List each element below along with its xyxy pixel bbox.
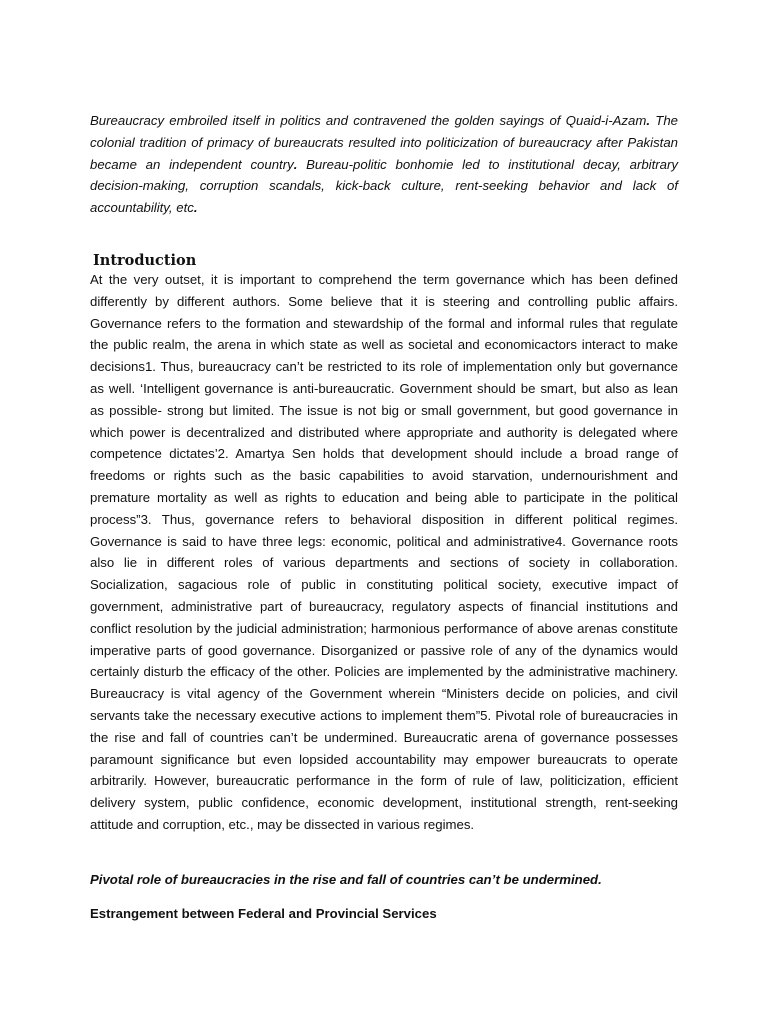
abstract-sentence-3: Bureau-politic bonhomie led to institutional decay, arbitrary decision-making, corruption scandals, kick-back culture, rent-seeking behavior and lack of accountability, etc bbox=[90, 156, 678, 216]
section-heading: Estrangement between Federal and Provincial Services bbox=[90, 906, 437, 921]
pull-quote: Pivotal role of bureaucracies in the rise and fall of countries can’t be undermined. bbox=[90, 872, 602, 887]
abstract-sentence-1: Bureaucracy embroiled itself in politics and contravened the golden sayings of Quaid-i-Azam bbox=[90, 113, 647, 128]
abstract-paragraph: Bureaucracy embroiled itself in politics and contravened the golden sayings of Quaid-i-Azam. The colonial tradition of primacy of bureaucrats resulted into politicization of bureaucracy after Pakistan became an independent country. Bureau-politic bonhomie led to institutional decay, arbitrary decision-making, corruption scandals, kick-back culture, rent-seeking behavior and lack of accountability, etc. bbox=[90, 113, 678, 216]
introduction-paragraph: At the very outset, it is important to comprehend the term governance which has been defined differently by different authors. Some believe that it is steering and controlling public affairs. Governance refers to the formation and stewardship of the formal and informal rules that regulate the public realm, the arena in which state as well as societal and economicactors interact to make decisions1. Thus, bureaucracy can’t be restricted to its role of implementation only but governance as well. ‘Intelligent governance is anti-bureaucratic. Government should be smart, but also as lean as possible- strong but limited. The issue is not big or small government, but good governance in which power is decentralized and distributed where appropriate and authority is delegated where competence dictates’2. Amartya Sen holds that development should include a broad range of freedoms or rights such as the basic capabilities to avoid starvation, undernourishment and premature mortality as well as rights to education and being able to participate in the political process”3. Thus, governance refers to behavioral disposition in different political regimes. Governance is said to have three legs: economic, political and administrative4. Governance roots also lie in different roles of various departments and sections of society in collaboration. Socialization, sagacious role of public in constituting political society, executive impact of government, administrative part of bureaucracy, regulatory aspects of financial institutions and conflict resolution by the judicial administration; harmonious performance of above arenas constitute imperative parts of good governance. Disorganized or passive role of any of the dynamics would certainly disturb the efficacy of the other. Policies are implemented by the administrative machinery. Bureaucracy is vital agency of the Government wherein “Ministers decide on policies, and civil servants take the necessary executive actions to implement them”5. Pivotal role of bureaucracies in the rise and fall of countries can’t be undermined. Bureaucratic arena of governance possesses paramount significance but even lopsided accountability may empower bureaucrats to operate arbitrarily. However, bureaucratic performance in the form of rule of law, politicization, efficient delivery system, public confidence, economic development, institutional strength, rent-seeking attitude and corruption, etc., may be dissected in various regimes. bbox=[90, 272, 678, 832]
abstract-sentence-2: The colonial tradition of primacy of bureaucrats resulted into politicization of bureaucracy after Pakistan became an independent country bbox=[90, 113, 678, 172]
introduction-heading: Introduction bbox=[93, 252, 197, 269]
